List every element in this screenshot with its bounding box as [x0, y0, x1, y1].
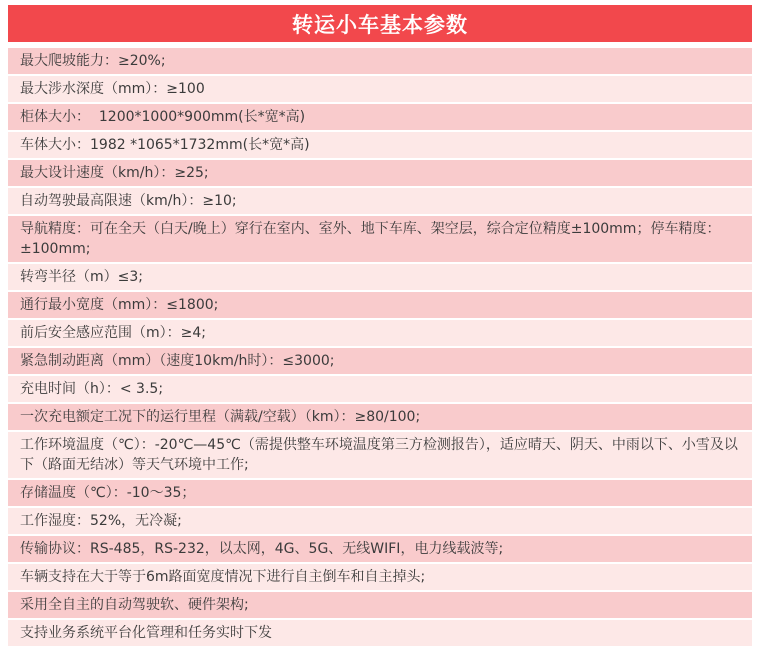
table-row: 车辆支持在大于等于6m路面宽度情况下进行自主倒车和自主掉头; [8, 564, 752, 590]
table-row: 最大设计速度（km/h）：≥25; [8, 160, 752, 186]
page-title-text: 转运小车基本参数 [292, 12, 468, 37]
table-row: 一次充电额定工况下的运行里程（满载/空载）（km）：≥80/100; [8, 404, 752, 430]
table-row: 采用全自主的自动驾驶软、硬件架构; [8, 592, 752, 618]
table-row: 充电时间（h）：< 3.5; [8, 376, 752, 402]
table-row: 传输协议：RS-485，RS-232，以太网，4G、5G、无线WIFI，电力线载波等; [8, 536, 752, 562]
table-row: 柜体大小： 1200*1000*900mm(长*宽*高) [8, 104, 752, 130]
table-row: 工作环境温度（℃）：-20℃—45℃（需提供整车环境温度第三方检测报告），适应晴天、阴天、中雨以下、小雪及以下（路面无结冰）等天气环境中工作; [8, 432, 752, 478]
table-row: 导航精度：可在全天（白天/晚上）穿行在室内、室外、地下车库、架空层，综合定位精度±100mm；停车精度：±100mm; [8, 216, 752, 262]
table-row: 转弯半径（m）≤3; [8, 264, 752, 290]
page-title [8, 5, 752, 42]
table-row: 通行最小宽度（mm）：≤1800; [8, 292, 752, 318]
spec-table [8, 48, 752, 646]
table-row: 支持业务系统平台化管理和任务实时下发 [8, 620, 752, 646]
table-row: 车体大小：1982 *1065*1732mm(长*宽*高) [8, 132, 752, 158]
table-row: 紧急制动距离（mm）（速度10km/h时）：≤3000; [8, 348, 752, 374]
table-row: 最大爬坡能力：≥20%; [8, 48, 752, 74]
table-row: 存储温度（℃）：-10～35； [8, 480, 752, 506]
table-row: 工作湿度：52%，无冷凝; [8, 508, 752, 534]
table-row: 自动驾驶最高限速（km/h）：≥10; [8, 188, 752, 214]
table-row: 最大涉水深度（mm）：≥100 [8, 76, 752, 102]
table-row: 前后安全感应范围（m）：≥4; [8, 320, 752, 346]
